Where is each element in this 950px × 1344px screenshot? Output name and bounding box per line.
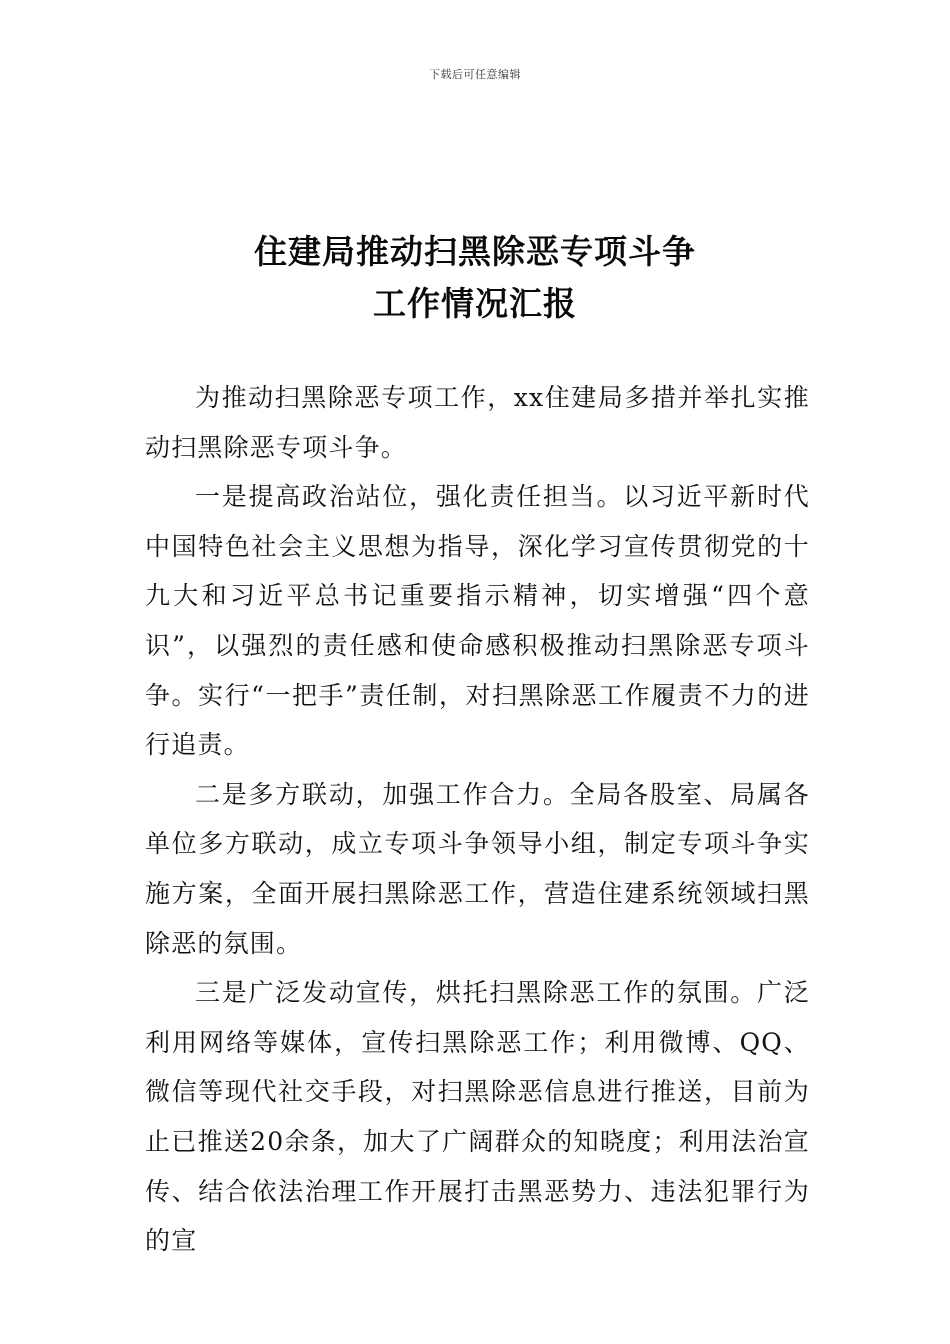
- paragraph-2: 二是多方联动，加强工作合力。全局各股室、局属各单位多方联动，成立专项斗争领导小组，制定专项斗争实施方案，全面开展扫黑除恶工作，营造住建系统领域扫黑除恶的氛围。: [145, 779, 810, 958]
- header-note: 下载后可任意编辑: [429, 68, 521, 81]
- title-line-1: 住建局推动扫黑除恶专项斗争: [254, 232, 696, 271]
- title-line-2: 工作情况汇报: [373, 284, 577, 323]
- paragraph-1: 一是提高政治站位，强化责任担当。以习近平新时代中国特色社会主义思想为指导，深化学习宣传贯彻党的十九大和习近平总书记重要指示精神，切实增强“四个意识”，以强烈的责任感和使命感积极推动扫黑除恶专项斗争。实行“一把手”责任制，对扫黑除恶工作履责不力的进行追责。: [145, 482, 810, 760]
- paragraph-3: 三是广泛发动宣传，烘托扫黑除恶工作的氛围。广泛利用网络等媒体，宣传扫黑除恶工作；利用微博、QQ、微信等现代社交手段，对扫黑除恶信息进行推送，目前为止已推送20余条，加大了广阔群众的知晓度；利用法治宣传、结合依法治理工作开展打击黑恶势力、违法犯罪行为的宣: [145, 978, 810, 1256]
- paragraph-intro: 为推动扫黑除恶专项工作，xx住建局多措并举扎实推动扫黑除恶专项斗争。: [145, 383, 810, 462]
- document-body: [145, 373, 810, 1266]
- document-title: [0, 226, 950, 330]
